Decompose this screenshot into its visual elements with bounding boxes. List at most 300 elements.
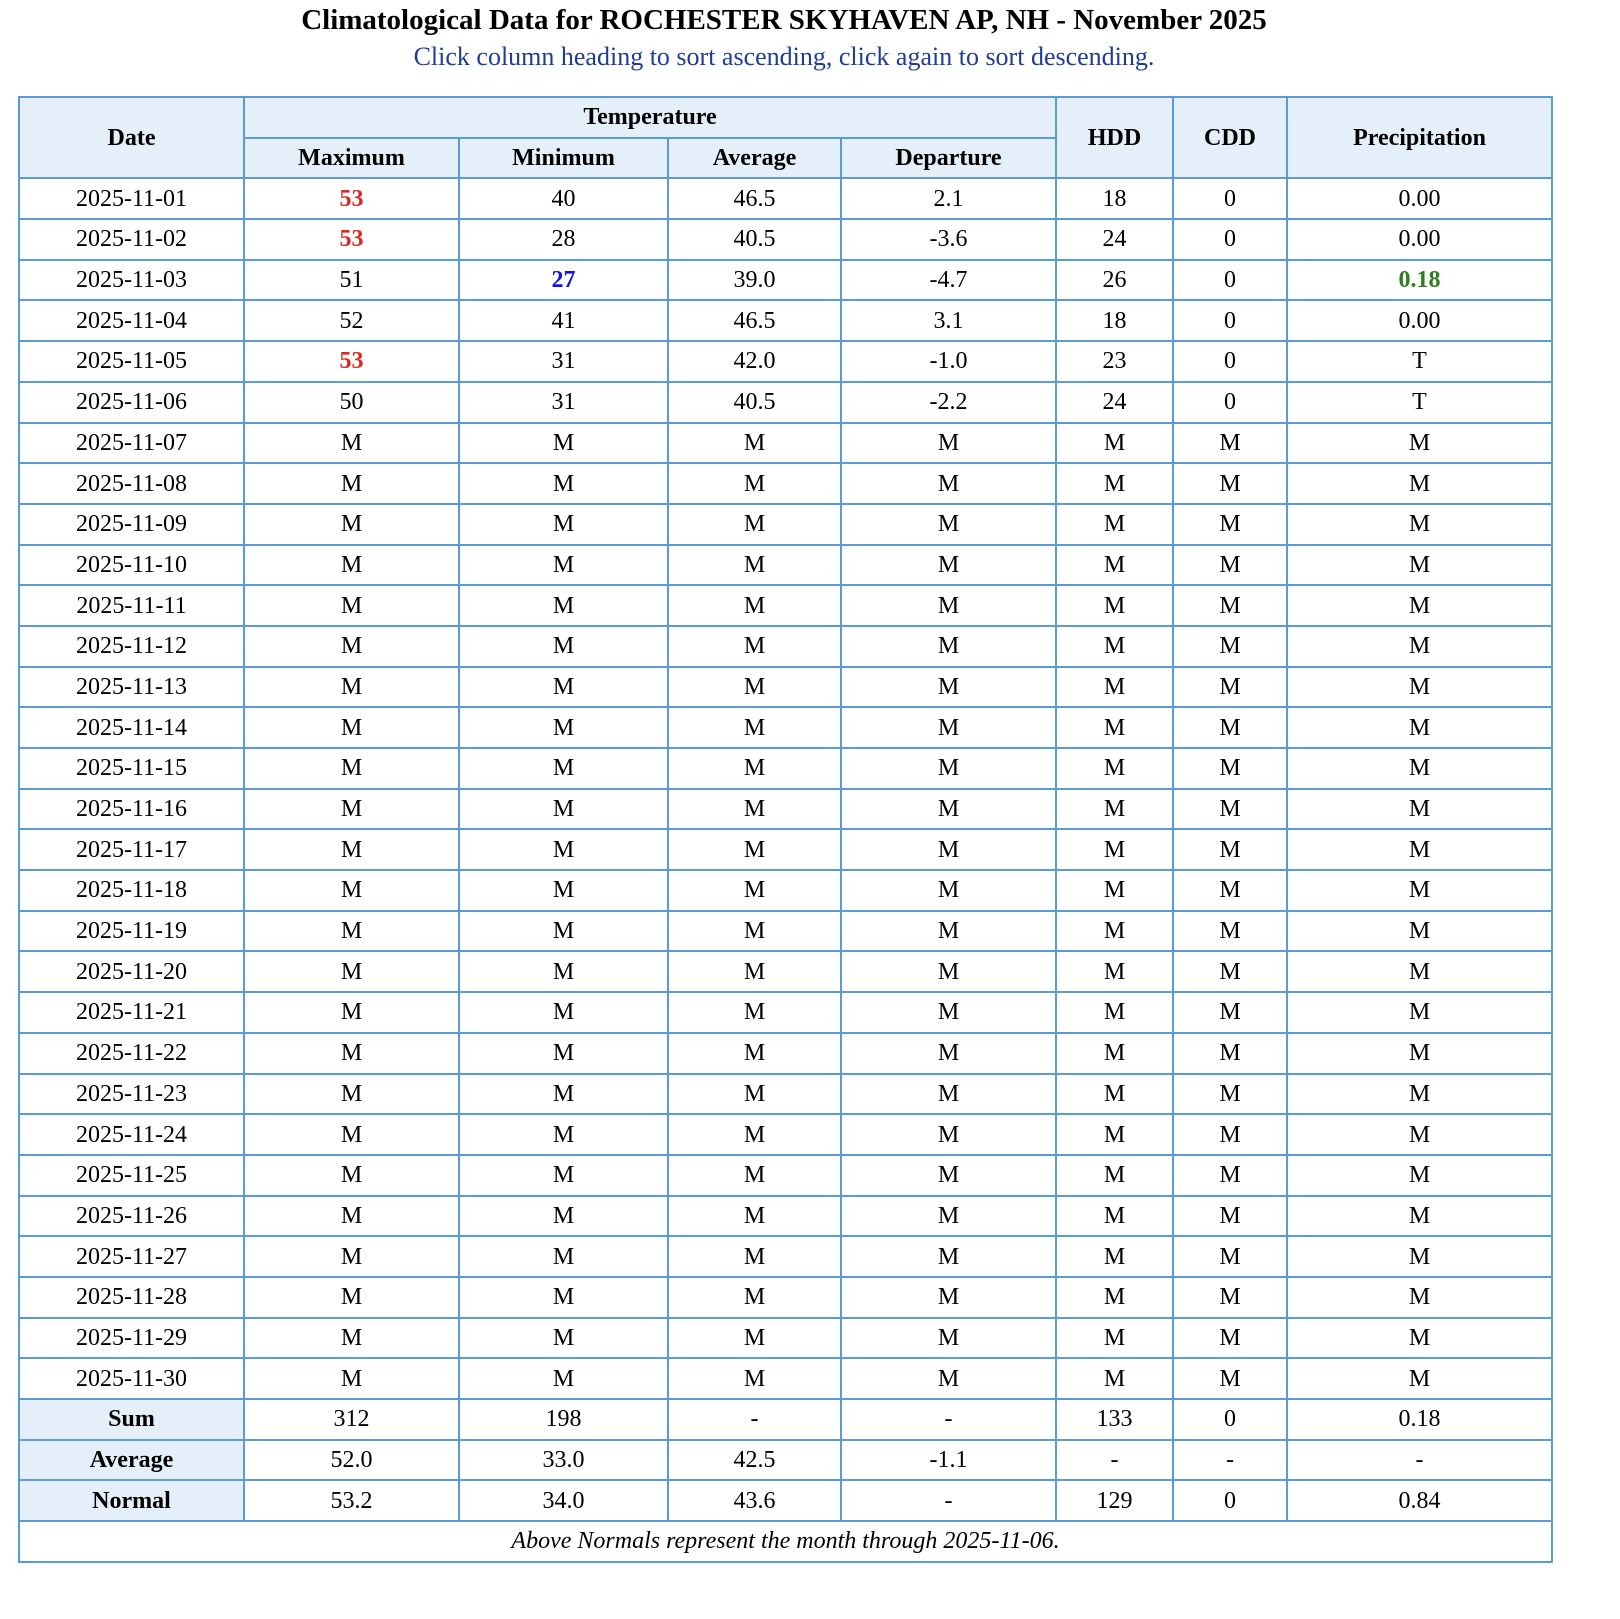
page-title: Climatological Data for ROCHESTER SKYHAVEN AP, NH - November 2025 bbox=[301, 4, 1267, 36]
cell-cdd: M bbox=[1173, 870, 1287, 911]
cell-cdd: 0 bbox=[1173, 178, 1287, 219]
cell-hdd: M bbox=[1056, 626, 1173, 667]
cell-average: M bbox=[668, 1277, 841, 1318]
cell-maximum: M bbox=[244, 667, 459, 708]
table-row bbox=[19, 667, 1552, 708]
cell-cdd: M bbox=[1173, 1196, 1287, 1237]
cell-precipitation: M bbox=[1287, 748, 1552, 789]
table-row bbox=[19, 870, 1552, 911]
cell-departure: -1.0 bbox=[841, 341, 1056, 382]
summary-cell-minimum: 34.0 bbox=[459, 1480, 668, 1521]
cell-maximum: M bbox=[244, 870, 459, 911]
column-header-precipitation[interactable]: Precipitation bbox=[1287, 97, 1552, 178]
cell-average: M bbox=[668, 789, 841, 830]
cell-average: M bbox=[668, 585, 841, 626]
cell-hdd: M bbox=[1056, 992, 1173, 1033]
cell-hdd: M bbox=[1056, 1358, 1173, 1399]
cell-average: M bbox=[668, 707, 841, 748]
cell-maximum: 53 bbox=[244, 219, 459, 260]
column-header-departure[interactable]: Departure bbox=[841, 138, 1056, 179]
cell-minimum: M bbox=[459, 1074, 668, 1115]
cell-departure: M bbox=[841, 951, 1056, 992]
cell-hdd: M bbox=[1056, 545, 1173, 586]
summary-label: Normal bbox=[19, 1480, 244, 1521]
cell-minimum: 31 bbox=[459, 341, 668, 382]
cell-minimum: M bbox=[459, 1033, 668, 1074]
table-row bbox=[19, 829, 1552, 870]
cell-maximum: 51 bbox=[244, 260, 459, 301]
sort-instructions: Click column heading to sort ascending, click again to sort descending. bbox=[413, 42, 1155, 71]
cell-departure: M bbox=[841, 463, 1056, 504]
cell-minimum: M bbox=[459, 1236, 668, 1277]
cell-minimum: M bbox=[459, 504, 668, 545]
cell-maximum: M bbox=[244, 1114, 459, 1155]
cell-departure: M bbox=[841, 1074, 1056, 1115]
cell-cdd: M bbox=[1173, 585, 1287, 626]
table-row bbox=[19, 1114, 1552, 1155]
cell-date: 2025-11-16 bbox=[19, 789, 244, 830]
cell-average: M bbox=[668, 911, 841, 952]
table-row bbox=[19, 1074, 1552, 1115]
cell-hdd: M bbox=[1056, 1074, 1173, 1115]
cell-hdd: M bbox=[1056, 707, 1173, 748]
table-row bbox=[19, 382, 1552, 423]
cell-cdd: M bbox=[1173, 911, 1287, 952]
cell-average: M bbox=[668, 1196, 841, 1237]
cell-departure: M bbox=[841, 992, 1056, 1033]
cell-date: 2025-11-09 bbox=[19, 504, 244, 545]
cell-hdd: M bbox=[1056, 1196, 1173, 1237]
cell-cdd: M bbox=[1173, 1033, 1287, 1074]
cell-minimum: M bbox=[459, 789, 668, 830]
cell-date: 2025-11-22 bbox=[19, 1033, 244, 1074]
cell-departure: M bbox=[841, 1358, 1056, 1399]
cell-average: M bbox=[668, 626, 841, 667]
cell-hdd: M bbox=[1056, 504, 1173, 545]
summary-cell-average: 42.5 bbox=[668, 1440, 841, 1481]
cell-average: M bbox=[668, 1155, 841, 1196]
cell-precipitation: M bbox=[1287, 585, 1552, 626]
summary-cell-cdd: - bbox=[1173, 1440, 1287, 1481]
cell-cdd: M bbox=[1173, 1318, 1287, 1359]
cell-cdd: M bbox=[1173, 1114, 1287, 1155]
cell-minimum: M bbox=[459, 1318, 668, 1359]
cell-hdd: M bbox=[1056, 870, 1173, 911]
cell-maximum: M bbox=[244, 911, 459, 952]
cell-precipitation: M bbox=[1287, 1033, 1552, 1074]
table-row bbox=[19, 300, 1552, 341]
cell-average: M bbox=[668, 1236, 841, 1277]
cell-date: 2025-11-17 bbox=[19, 829, 244, 870]
cell-hdd: M bbox=[1056, 1236, 1173, 1277]
cell-maximum: 53 bbox=[244, 341, 459, 382]
cell-hdd: 24 bbox=[1056, 219, 1173, 260]
cell-hdd: 18 bbox=[1056, 300, 1173, 341]
cell-cdd: M bbox=[1173, 1074, 1287, 1115]
table-row bbox=[19, 748, 1552, 789]
cell-departure: M bbox=[841, 829, 1056, 870]
cell-average: M bbox=[668, 667, 841, 708]
summary-cell-maximum: 52.0 bbox=[244, 1440, 459, 1481]
cell-precipitation: 0.18 bbox=[1287, 260, 1552, 301]
cell-date: 2025-11-03 bbox=[19, 260, 244, 301]
cell-cdd: M bbox=[1173, 992, 1287, 1033]
cell-date: 2025-11-05 bbox=[19, 341, 244, 382]
cell-departure: -3.6 bbox=[841, 219, 1056, 260]
cell-cdd: M bbox=[1173, 748, 1287, 789]
table-row bbox=[19, 1155, 1552, 1196]
cell-minimum: M bbox=[459, 870, 668, 911]
cell-minimum: M bbox=[459, 748, 668, 789]
cell-date: 2025-11-12 bbox=[19, 626, 244, 667]
cell-maximum: M bbox=[244, 585, 459, 626]
cell-precipitation: 0.00 bbox=[1287, 300, 1552, 341]
cell-departure: M bbox=[841, 789, 1056, 830]
summary-row-normal bbox=[19, 1480, 1552, 1521]
table-row bbox=[19, 911, 1552, 952]
cell-minimum: M bbox=[459, 1114, 668, 1155]
cell-average: 42.0 bbox=[668, 341, 841, 382]
cell-precipitation: M bbox=[1287, 789, 1552, 830]
cell-maximum: M bbox=[244, 1033, 459, 1074]
cell-maximum: M bbox=[244, 951, 459, 992]
cell-hdd: M bbox=[1056, 1277, 1173, 1318]
cell-departure: M bbox=[841, 1155, 1056, 1196]
cell-date: 2025-11-23 bbox=[19, 1074, 244, 1115]
cell-departure: M bbox=[841, 1114, 1056, 1155]
cell-precipitation: M bbox=[1287, 423, 1552, 464]
cell-average: 40.5 bbox=[668, 382, 841, 423]
table-row bbox=[19, 504, 1552, 545]
cell-maximum: M bbox=[244, 1236, 459, 1277]
cell-maximum: M bbox=[244, 1074, 459, 1115]
cell-maximum: M bbox=[244, 1155, 459, 1196]
summary-cell-hdd: 133 bbox=[1056, 1399, 1173, 1440]
summary-rows bbox=[19, 1399, 1552, 1521]
cell-hdd: M bbox=[1056, 911, 1173, 952]
cell-maximum: M bbox=[244, 1358, 459, 1399]
cell-precipitation: M bbox=[1287, 1196, 1552, 1237]
cell-precipitation: 0.00 bbox=[1287, 178, 1552, 219]
cell-precipitation: M bbox=[1287, 1074, 1552, 1115]
table-row bbox=[19, 626, 1552, 667]
summary-cell-hdd: - bbox=[1056, 1440, 1173, 1481]
summary-cell-average: 43.6 bbox=[668, 1480, 841, 1521]
cell-departure: M bbox=[841, 1277, 1056, 1318]
table-row bbox=[19, 1358, 1552, 1399]
cell-date: 2025-11-26 bbox=[19, 1196, 244, 1237]
cell-date: 2025-11-04 bbox=[19, 300, 244, 341]
table-row bbox=[19, 463, 1552, 504]
cell-precipitation: M bbox=[1287, 829, 1552, 870]
cell-maximum: M bbox=[244, 748, 459, 789]
column-header-average[interactable]: Average bbox=[668, 138, 841, 179]
cell-average: M bbox=[668, 951, 841, 992]
cell-minimum: M bbox=[459, 1358, 668, 1399]
table-row bbox=[19, 951, 1552, 992]
table-row bbox=[19, 585, 1552, 626]
cell-maximum: 50 bbox=[244, 382, 459, 423]
cell-date: 2025-11-08 bbox=[19, 463, 244, 504]
summary-cell-minimum: 198 bbox=[459, 1399, 668, 1440]
cell-maximum: 53 bbox=[244, 178, 459, 219]
column-header-hdd[interactable]: HDD bbox=[1056, 97, 1173, 178]
cell-cdd: M bbox=[1173, 829, 1287, 870]
cell-minimum: M bbox=[459, 829, 668, 870]
cell-date: 2025-11-28 bbox=[19, 1277, 244, 1318]
cell-minimum: M bbox=[459, 1277, 668, 1318]
cell-maximum: M bbox=[244, 829, 459, 870]
cell-date: 2025-11-13 bbox=[19, 667, 244, 708]
cell-minimum: 28 bbox=[459, 219, 668, 260]
cell-maximum: M bbox=[244, 992, 459, 1033]
cell-maximum: M bbox=[244, 1318, 459, 1359]
table-row bbox=[19, 1033, 1552, 1074]
summary-row-sum bbox=[19, 1399, 1552, 1440]
cell-average: M bbox=[668, 1033, 841, 1074]
cell-hdd: M bbox=[1056, 585, 1173, 626]
cell-departure: M bbox=[841, 748, 1056, 789]
cell-departure: M bbox=[841, 545, 1056, 586]
cell-precipitation: M bbox=[1287, 1155, 1552, 1196]
cell-cdd: 0 bbox=[1173, 260, 1287, 301]
cell-cdd: M bbox=[1173, 626, 1287, 667]
cell-cdd: M bbox=[1173, 1277, 1287, 1318]
cell-cdd: 0 bbox=[1173, 300, 1287, 341]
cell-cdd: M bbox=[1173, 1236, 1287, 1277]
cell-departure: M bbox=[841, 911, 1056, 952]
cell-cdd: M bbox=[1173, 707, 1287, 748]
cell-departure: 3.1 bbox=[841, 300, 1056, 341]
cell-average: 46.5 bbox=[668, 300, 841, 341]
cell-date: 2025-11-29 bbox=[19, 1318, 244, 1359]
cell-average: 40.5 bbox=[668, 219, 841, 260]
cell-hdd: M bbox=[1056, 667, 1173, 708]
cell-date: 2025-11-15 bbox=[19, 748, 244, 789]
cell-minimum: M bbox=[459, 667, 668, 708]
cell-cdd: M bbox=[1173, 951, 1287, 992]
cell-precipitation: M bbox=[1287, 545, 1552, 586]
summary-cell-departure: - bbox=[841, 1480, 1056, 1521]
table-row bbox=[19, 260, 1552, 301]
cell-minimum: M bbox=[459, 951, 668, 992]
summary-label: Average bbox=[19, 1440, 244, 1481]
cell-date: 2025-11-30 bbox=[19, 1358, 244, 1399]
cell-minimum: M bbox=[459, 992, 668, 1033]
cell-average: M bbox=[668, 545, 841, 586]
table-row bbox=[19, 545, 1552, 586]
cell-average: 46.5 bbox=[668, 178, 841, 219]
cell-hdd: 18 bbox=[1056, 178, 1173, 219]
cell-maximum: M bbox=[244, 789, 459, 830]
cell-departure: -4.7 bbox=[841, 260, 1056, 301]
summary-row-average bbox=[19, 1440, 1552, 1481]
cell-average: M bbox=[668, 1074, 841, 1115]
cell-date: 2025-11-07 bbox=[19, 423, 244, 464]
cell-departure: M bbox=[841, 626, 1056, 667]
cell-minimum: M bbox=[459, 585, 668, 626]
cell-cdd: M bbox=[1173, 789, 1287, 830]
cell-precipitation: M bbox=[1287, 951, 1552, 992]
cell-departure: M bbox=[841, 1236, 1056, 1277]
cell-average: M bbox=[668, 504, 841, 545]
summary-cell-precipitation: 0.18 bbox=[1287, 1399, 1552, 1440]
table-row bbox=[19, 992, 1552, 1033]
cell-cdd: 0 bbox=[1173, 382, 1287, 423]
cell-departure: M bbox=[841, 504, 1056, 545]
column-header-minimum[interactable]: Minimum bbox=[459, 138, 668, 179]
summary-cell-maximum: 53.2 bbox=[244, 1480, 459, 1521]
summary-cell-departure: -1.1 bbox=[841, 1440, 1056, 1481]
cell-average: M bbox=[668, 748, 841, 789]
cell-cdd: 0 bbox=[1173, 219, 1287, 260]
summary-cell-departure: - bbox=[841, 1399, 1056, 1440]
cell-cdd: M bbox=[1173, 545, 1287, 586]
cell-precipitation: M bbox=[1287, 626, 1552, 667]
cell-minimum: 40 bbox=[459, 178, 668, 219]
table-row bbox=[19, 1236, 1552, 1277]
cell-average: M bbox=[668, 423, 841, 464]
cell-minimum: M bbox=[459, 626, 668, 667]
cell-precipitation: M bbox=[1287, 1318, 1552, 1359]
cell-cdd: M bbox=[1173, 463, 1287, 504]
table-row bbox=[19, 707, 1552, 748]
cell-average: M bbox=[668, 870, 841, 911]
cell-cdd: M bbox=[1173, 1155, 1287, 1196]
table-row bbox=[19, 1318, 1552, 1359]
cell-precipitation: M bbox=[1287, 870, 1552, 911]
cell-hdd: 24 bbox=[1056, 382, 1173, 423]
cell-departure: 2.1 bbox=[841, 178, 1056, 219]
cell-cdd: M bbox=[1173, 504, 1287, 545]
cell-precipitation: 0.00 bbox=[1287, 219, 1552, 260]
summary-label: Sum bbox=[19, 1399, 244, 1440]
cell-minimum: M bbox=[459, 423, 668, 464]
cell-precipitation: M bbox=[1287, 1358, 1552, 1399]
cell-maximum: M bbox=[244, 463, 459, 504]
table-row bbox=[19, 1196, 1552, 1237]
cell-cdd: 0 bbox=[1173, 341, 1287, 382]
cell-precipitation: M bbox=[1287, 1277, 1552, 1318]
cell-hdd: M bbox=[1056, 1114, 1173, 1155]
cell-departure: M bbox=[841, 870, 1056, 911]
column-group-temperature: Temperature bbox=[244, 97, 1056, 138]
cell-departure: M bbox=[841, 707, 1056, 748]
cell-cdd: M bbox=[1173, 667, 1287, 708]
cell-date: 2025-11-21 bbox=[19, 992, 244, 1033]
cell-hdd: M bbox=[1056, 829, 1173, 870]
cell-hdd: M bbox=[1056, 423, 1173, 464]
cell-hdd: M bbox=[1056, 463, 1173, 504]
cell-minimum: 31 bbox=[459, 382, 668, 423]
cell-minimum: M bbox=[459, 545, 668, 586]
cell-hdd: M bbox=[1056, 789, 1173, 830]
cell-date: 2025-11-19 bbox=[19, 911, 244, 952]
cell-maximum: M bbox=[244, 545, 459, 586]
cell-maximum: M bbox=[244, 1196, 459, 1237]
cell-precipitation: M bbox=[1287, 707, 1552, 748]
cell-average: M bbox=[668, 1318, 841, 1359]
cell-hdd: M bbox=[1056, 748, 1173, 789]
cell-precipitation: M bbox=[1287, 504, 1552, 545]
cell-minimum: M bbox=[459, 463, 668, 504]
cell-departure: -2.2 bbox=[841, 382, 1056, 423]
cell-maximum: M bbox=[244, 707, 459, 748]
footnote-row bbox=[19, 1521, 1552, 1562]
cell-hdd: M bbox=[1056, 1033, 1173, 1074]
summary-cell-minimum: 33.0 bbox=[459, 1440, 668, 1481]
climate-data-table bbox=[18, 96, 1553, 1563]
cell-precipitation: M bbox=[1287, 463, 1552, 504]
cell-date: 2025-11-06 bbox=[19, 382, 244, 423]
cell-hdd: 23 bbox=[1056, 341, 1173, 382]
cell-precipitation: M bbox=[1287, 911, 1552, 952]
cell-minimum: 27 bbox=[459, 260, 668, 301]
column-header-date[interactable]: Date bbox=[19, 97, 244, 178]
cell-departure: M bbox=[841, 1318, 1056, 1359]
cell-minimum: M bbox=[459, 911, 668, 952]
cell-cdd: M bbox=[1173, 1358, 1287, 1399]
table-row bbox=[19, 423, 1552, 464]
summary-cell-precipitation: 0.84 bbox=[1287, 1480, 1552, 1521]
table-row bbox=[19, 219, 1552, 260]
cell-date: 2025-11-24 bbox=[19, 1114, 244, 1155]
cell-maximum: M bbox=[244, 1277, 459, 1318]
cell-precipitation: T bbox=[1287, 382, 1552, 423]
cell-precipitation: M bbox=[1287, 1236, 1552, 1277]
summary-cell-average: - bbox=[668, 1399, 841, 1440]
column-header-cdd[interactable]: CDD bbox=[1173, 97, 1287, 178]
cell-maximum: M bbox=[244, 626, 459, 667]
cell-average: M bbox=[668, 829, 841, 870]
cell-date: 2025-11-18 bbox=[19, 870, 244, 911]
cell-precipitation: M bbox=[1287, 667, 1552, 708]
cell-departure: M bbox=[841, 423, 1056, 464]
cell-average: 39.0 bbox=[668, 260, 841, 301]
cell-average: M bbox=[668, 1358, 841, 1399]
cell-precipitation: M bbox=[1287, 1114, 1552, 1155]
cell-date: 2025-11-10 bbox=[19, 545, 244, 586]
cell-hdd: M bbox=[1056, 1155, 1173, 1196]
cell-hdd: M bbox=[1056, 1318, 1173, 1359]
table-row bbox=[19, 789, 1552, 830]
cell-cdd: M bbox=[1173, 423, 1287, 464]
cell-hdd: 26 bbox=[1056, 260, 1173, 301]
cell-date: 2025-11-27 bbox=[19, 1236, 244, 1277]
cell-date: 2025-11-25 bbox=[19, 1155, 244, 1196]
cell-minimum: M bbox=[459, 707, 668, 748]
table-row bbox=[19, 1277, 1552, 1318]
summary-cell-cdd: 0 bbox=[1173, 1399, 1287, 1440]
cell-date: 2025-11-14 bbox=[19, 707, 244, 748]
cell-date: 2025-11-02 bbox=[19, 219, 244, 260]
cell-average: M bbox=[668, 1114, 841, 1155]
cell-maximum: M bbox=[244, 504, 459, 545]
summary-cell-hdd: 129 bbox=[1056, 1480, 1173, 1521]
cell-precipitation: T bbox=[1287, 341, 1552, 382]
summary-cell-precipitation: - bbox=[1287, 1440, 1552, 1481]
cell-minimum: 41 bbox=[459, 300, 668, 341]
cell-minimum: M bbox=[459, 1155, 668, 1196]
table-row bbox=[19, 341, 1552, 382]
footnote: Above Normals represent the month through 2025-11-06. bbox=[19, 1521, 1552, 1562]
column-header-maximum[interactable]: Maximum bbox=[244, 138, 459, 179]
cell-departure: M bbox=[841, 667, 1056, 708]
cell-precipitation: M bbox=[1287, 992, 1552, 1033]
table-row bbox=[19, 178, 1552, 219]
cell-date: 2025-11-11 bbox=[19, 585, 244, 626]
cell-minimum: M bbox=[459, 1196, 668, 1237]
